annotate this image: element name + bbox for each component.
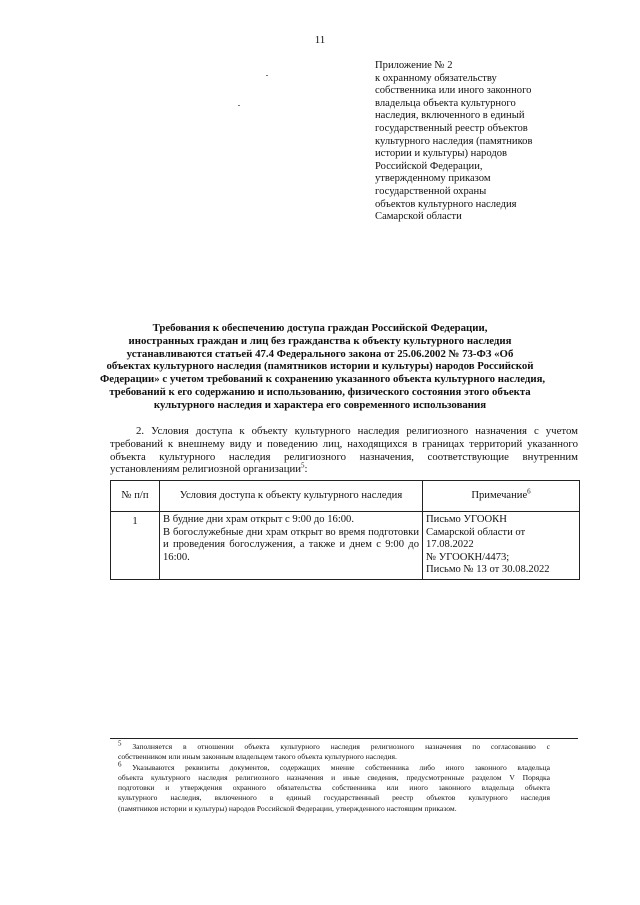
footnote-ref-5: 5 [301, 461, 305, 470]
heading-line: устанавливаются статьей 47.4 Федерального закона от 25.06.2002 № 73-ФЗ «Об [126, 347, 514, 360]
appendix-line: истории и культуры) народов [375, 148, 508, 160]
note-line: Письмо УГООКН [426, 514, 507, 525]
heading-line: требований к его содержанию и использованию, физического состояния этого объекта [109, 385, 531, 398]
footnote-6-line [118, 760, 550, 773]
appendix-line: к охранному обязательству [375, 72, 497, 84]
appendix-line: владельца объекта культурного [375, 97, 516, 109]
heading-line: культурного наследия и характера его современного использования [153, 398, 487, 411]
footnotes [118, 739, 550, 814]
appendix-title: Приложение № 2 [375, 60, 453, 71]
footnote-6-line: культурного наследия, включенного в единый государственный реестр объектов культурного наследия [118, 793, 550, 803]
footnote-5-line: собственником или иным законным владельцем такого объекта культурного наследия. [118, 752, 397, 762]
paragraph-line: требований к внешнему виду и поведению лиц, находящихся в границах территорий указанного [110, 437, 578, 450]
page-number: 11 [314, 34, 326, 46]
row-conditions [160, 512, 423, 580]
table-row [111, 512, 580, 580]
appendix-line: собственника или иного законного [375, 85, 532, 97]
appendix-line: объектов культурного наследия [375, 198, 517, 210]
paragraph-line: объекта культурного наследия религиозного назначения, соответствующие внутренним [110, 450, 578, 463]
footnote-5-mark: 5 [118, 739, 122, 748]
footnote-6-text: Указываются реквизиты документов, содержащих мнение собственника либо иного законного владельца [132, 762, 550, 772]
row-note [423, 512, 580, 580]
note-line: Самарской области от [426, 526, 526, 538]
footnote-6-line: объекта культурного наследия религиозного назначения и иные сведения, предусмотренные разделом V Порядка [118, 772, 550, 782]
paragraph-last-text: установлениям религиозной организации [110, 463, 302, 476]
heading-line: Федерации» с учетом требований к сохранению указанного объекта культурного наследия, [100, 373, 546, 386]
appendix-line: культурного наследия (памятников [375, 135, 533, 147]
footnote-separator [110, 738, 578, 739]
footnote-5-line [118, 739, 550, 752]
scan-speck [266, 75, 268, 76]
appendix-line: наследия, включенного в единый [375, 110, 525, 122]
header-note-text: Примечание [471, 489, 528, 501]
heading-line: Требования к обеспечению доступа граждан Российской Федерации, [152, 322, 488, 334]
paragraph-colon: : [304, 463, 308, 476]
scan-speck [238, 105, 240, 106]
footnote-ref-6: 6 [527, 487, 531, 496]
access-requirements-table [110, 480, 580, 580]
appendix-line: государственной охраны [375, 185, 487, 197]
note-line: 17.08.2022 [426, 539, 474, 551]
note-line: № УГООКН/4473; [426, 551, 510, 563]
heading-line: иностранных граждан и лиц без гражданства к объекту культурного наследия [128, 334, 512, 347]
note-line: Письмо № 13 от 30.08.2022 [426, 564, 550, 576]
footnote-6-line: подготовки и утверждения охранного обязательства собственника или иного законного владельца объекта [118, 783, 550, 793]
appendix-line: Самарской области [375, 211, 462, 223]
row-number: 1 [111, 512, 160, 580]
table-header-row [111, 481, 580, 512]
document-heading [100, 322, 546, 412]
conditions-line: 16:00. [163, 551, 190, 563]
section-paragraph [110, 425, 578, 476]
appendix-line: утвержденному приказом [375, 173, 491, 185]
header-number: № п/п [111, 481, 160, 512]
paragraph-line: 2. Условия доступа к объекту культурного наследия религиозного назначения с учетом [136, 425, 578, 437]
footnote-6-line: (памятников истории и культуры) народов Российской Федерации, утвержденного настоящим приказом. [118, 803, 457, 813]
footnote-6-mark: 6 [118, 760, 122, 769]
appendix-line: Российской Федерации, [375, 160, 483, 172]
header-note [423, 481, 580, 512]
heading-line: объектах культурного наследия (памятников истории и культуры) народов Российской [106, 360, 534, 373]
conditions-line: В богослужебные дни храм открыт во время подготовки [163, 526, 419, 538]
header-conditions: Условия доступа к объекту культурного наследия [160, 481, 423, 512]
appendix-line: государственный реестр объектов [375, 122, 528, 134]
conditions-line: и проведения богослужения, а также и днем с 9:00 до [163, 539, 419, 551]
appendix-header [375, 60, 595, 224]
paragraph-line [110, 463, 578, 476]
conditions-line: В будние дни храм открыт с 9:00 до 16:00. [163, 514, 355, 525]
footnote-5-text: Заполняется в отношении объекта культурного наследия религиозного назначения по согласованию с [132, 742, 550, 751]
